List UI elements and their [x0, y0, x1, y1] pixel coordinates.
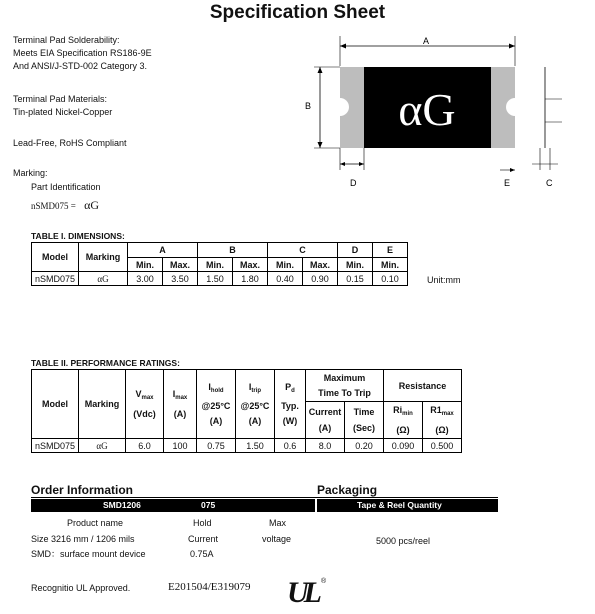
t2-pd: 0.6	[275, 439, 306, 453]
table-row	[32, 439, 462, 453]
ul-logo-icon	[285, 578, 327, 610]
t1-d-min-h: Min.	[338, 258, 373, 272]
t1-a-max-h: Max.	[163, 258, 198, 272]
t2-pd-typ: Typ.	[281, 400, 299, 411]
t1-h-b: B	[198, 243, 268, 258]
t2-ttt-line2: Time To Trip	[318, 387, 371, 398]
label-e: E	[504, 178, 511, 188]
t1-h-a: A	[128, 243, 198, 258]
t2-ttt-line1: Maximum	[323, 372, 366, 383]
t2-itrip-sub: trip	[251, 387, 262, 394]
t2-ihold-i: I	[208, 381, 211, 392]
t2-time-label: Time	[353, 407, 375, 417]
packaging-heading: Packaging	[317, 483, 378, 497]
part-code-line	[31, 199, 99, 213]
t2-itrip-cond: @25°C	[240, 400, 270, 411]
page-title: Specification Sheet	[209, 2, 386, 23]
solderability-heading: Terminal Pad Solderability:	[13, 35, 120, 45]
t2-r1max-unit: (Ω)	[435, 425, 449, 435]
section-divider	[31, 497, 498, 498]
t2-h-ihold	[197, 370, 236, 439]
t2-itrip-unit: (A)	[248, 415, 262, 426]
t2-itrip-i: I	[248, 381, 252, 392]
ul-file-number: E201504/E319079	[168, 581, 251, 593]
t2-rimin: 0.090	[384, 439, 423, 453]
table1-caption: TABLE I. DIMENSIONS:	[31, 231, 125, 241]
dimensions-table	[31, 242, 408, 286]
order-product-name: Product name	[67, 518, 124, 528]
t1-c-min: 0.40	[268, 272, 303, 286]
t1-h-e: E	[373, 243, 408, 258]
chip-dimension-diagram	[300, 30, 595, 195]
order-current: Current	[188, 534, 219, 544]
t2-h-marking: Marking	[79, 370, 126, 439]
table2-caption: TABLE II. PERFORMANCE RATINGS:	[31, 358, 180, 368]
dim-b-arrow-top	[318, 67, 323, 73]
packaging-bar-label: Tape & Reel Quantity	[357, 500, 442, 510]
t2-time: 0.20	[345, 439, 384, 453]
t2-vmax: 6.0	[126, 439, 164, 453]
t2-vmax-sub: max	[141, 395, 154, 401]
order-size: Size 3216 mm / 1206 mils	[31, 534, 135, 544]
t2-itrip: 1.50	[236, 439, 275, 453]
dim-b-arrow-bottom	[318, 142, 323, 148]
materials-heading: Terminal Pad Materials:	[13, 94, 108, 104]
t2-h-time-to-trip	[306, 370, 384, 402]
t2-rimin-unit: (Ω)	[396, 425, 410, 435]
t2-h-r1max	[423, 402, 462, 439]
table-row	[32, 272, 408, 286]
t1-a-min-h: Min.	[128, 258, 163, 272]
t2-ihold-cond: @25°C	[201, 400, 231, 411]
part-mark: αG	[84, 198, 100, 212]
t2-r1max-r: R1	[430, 405, 442, 415]
dim-d-arrow-right	[359, 162, 364, 166]
t2-h-imax	[164, 370, 197, 439]
marking-heading: Marking:	[13, 168, 48, 178]
part-code: nSMD075 =	[31, 201, 76, 211]
solderability-line-2: And ANSI/J-STD-002 Category 3.	[13, 61, 148, 71]
packaging-qty: 5000 pcs/reel	[376, 536, 431, 546]
t1-c-max: 0.90	[303, 272, 338, 286]
unit-label: Unit:mm	[427, 275, 461, 285]
order-hold: Hold	[193, 518, 212, 528]
t2-ihold-sub: hold	[210, 387, 224, 394]
materials-line-1: Tin-plated Nickel-Copper	[13, 107, 113, 117]
t2-current: 8.0	[306, 439, 345, 453]
t1-d-min: 0.15	[338, 272, 373, 286]
notes-block	[13, 34, 152, 73]
dim-e-arrow	[510, 168, 515, 172]
t1-c-max-h: Max.	[303, 258, 338, 272]
t2-ihold: 0.75	[197, 439, 236, 453]
t2-pd-p: P	[285, 381, 292, 392]
ul-approval-text: Recognitio UL Approved.	[31, 583, 131, 593]
t1-c-min-h: Min.	[268, 258, 303, 272]
t1-a-min: 3.00	[128, 272, 163, 286]
t2-h-rimin	[384, 402, 423, 439]
order-bar-right: 075	[201, 500, 216, 510]
t2-imax-i: I	[172, 389, 176, 399]
t2-vmax-unit: (Vdc)	[133, 409, 156, 419]
t2-r1max: 0.500	[423, 439, 462, 453]
order-bar	[31, 499, 315, 512]
t2-pd-sub: d	[291, 387, 295, 394]
order-heading: Order Information	[31, 483, 134, 497]
t2-h-pd	[275, 370, 306, 439]
t1-h-model: Model	[32, 243, 79, 272]
left-notch	[331, 98, 349, 116]
t1-marking: αG	[79, 272, 128, 286]
t1-a-max: 3.50	[163, 272, 198, 286]
label-a: A	[423, 36, 430, 46]
dim-d-arrow-left	[340, 162, 345, 166]
t2-h-resistance: Resistance	[384, 370, 462, 402]
solderability-line-1: Meets EIA Specification RS186-9E	[13, 48, 152, 58]
t1-e-min: 0.10	[373, 272, 408, 286]
chip-marking: αG	[398, 84, 456, 135]
dim-a-arrow-right	[509, 44, 515, 49]
dim-a-arrow-left	[340, 44, 346, 49]
t2-current-label: Current	[308, 407, 342, 417]
t1-e-min-h: Min.	[373, 258, 408, 272]
t2-ihold-unit: (A)	[209, 415, 223, 426]
order-bar-left: SMD1206	[103, 500, 141, 510]
label-d: D	[350, 178, 357, 188]
t2-h-current	[306, 402, 345, 439]
t2-h-itrip	[236, 370, 275, 439]
t2-rimin-r: Ri	[393, 405, 403, 415]
packaging-bar	[317, 499, 498, 512]
t2-current-unit: (A)	[318, 423, 332, 433]
label-b: B	[305, 101, 312, 111]
performance-table	[31, 369, 462, 453]
order-max: Max	[269, 518, 287, 528]
t2-marking: αG	[79, 439, 126, 453]
t2-imax-unit: (A)	[173, 409, 187, 419]
t1-h-marking: Marking	[79, 243, 128, 272]
t2-h-model: Model	[32, 370, 79, 439]
t1-b-max: 1.80	[233, 272, 268, 286]
order-smd: SMD：surface mount device	[31, 549, 146, 559]
t2-h-vmax	[126, 370, 164, 439]
right-notch	[506, 98, 524, 116]
t1-model: nSMD075	[32, 272, 79, 286]
ul-registered-mark: ®	[321, 578, 327, 585]
order-voltage: voltage	[262, 534, 292, 544]
t2-pd-unit: (W)	[282, 415, 298, 426]
t2-vmax-v: V	[135, 389, 142, 399]
t1-b-min-h: Min.	[198, 258, 233, 272]
t1-b-min: 1.50	[198, 272, 233, 286]
t2-imax: 100	[164, 439, 197, 453]
materials-block	[13, 93, 112, 119]
label-c: C	[546, 178, 553, 188]
t1-h-d: D	[338, 243, 373, 258]
t1-b-max-h: Max.	[233, 258, 268, 272]
leadfree-text: Lead-Free, RoHS Compliant	[13, 138, 127, 148]
order-value: 0.75A	[190, 549, 214, 559]
t2-h-time	[345, 402, 384, 439]
part-identification: Part Identification	[31, 182, 101, 192]
ul-logo-letters: UL	[287, 576, 317, 609]
t2-rimin-sub: min	[402, 411, 413, 417]
t2-time-unit: (Sec)	[352, 423, 375, 433]
t2-imax-sub: max	[175, 395, 188, 401]
t1-h-c: C	[268, 243, 338, 258]
t2-r1max-sub: max	[441, 411, 454, 417]
t2-model: nSMD075	[32, 439, 79, 453]
